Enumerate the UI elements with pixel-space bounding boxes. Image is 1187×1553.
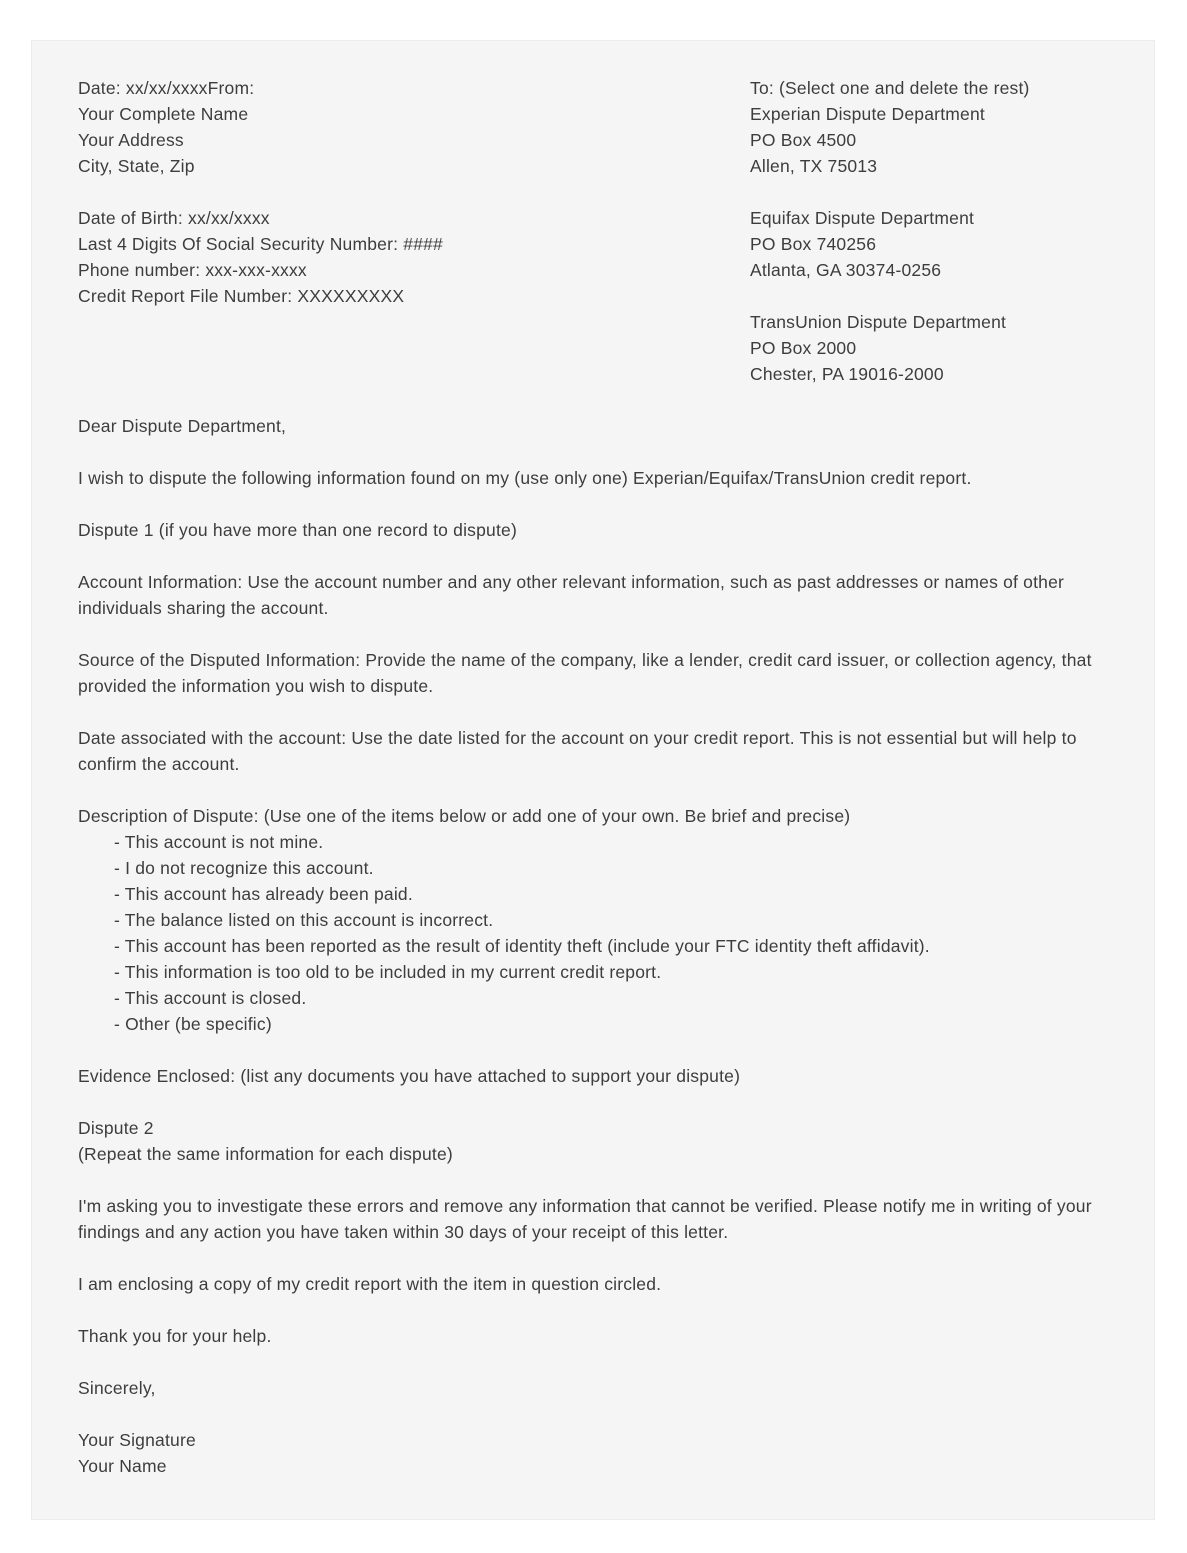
evidence-enclosed-paragraph: Evidence Enclosed: (list any documents you have attached to support your dispute) (78, 1066, 741, 1086)
intro-paragraph: I wish to dispute the following information found on my (use only one) Experian/Equifax/TransUnion credit report. (78, 468, 972, 488)
transunion-pobox-line: PO Box 2000 (750, 338, 857, 358)
sender-ssn-line: Last 4 Digits Of Social Security Number: #### (78, 234, 443, 254)
sender-dob-line: Date of Birth: xx/xx/xxxx (78, 208, 270, 228)
sender-date-line: Date: xx/xx/xxxxFrom: (78, 78, 255, 98)
equifax-pobox-line: PO Box 740256 (750, 234, 877, 254)
description-of-dispute-section (78, 803, 1108, 1037)
description-heading: Description of Dispute: (Use one of the items below or add one of your own. Be brief and precise) (78, 806, 851, 826)
transunion-name-line: TransUnion Dispute Department (750, 312, 1007, 332)
experian-name-line: Experian Dispute Department (750, 104, 985, 124)
dispute-reason-item: - This information is too old to be included in my current credit report. (114, 962, 662, 982)
equifax-city-line: Atlanta, GA 30374-0256 (750, 260, 942, 280)
closing-paragraph: Sincerely, (78, 1378, 156, 1398)
recipient-equifax-group (750, 205, 1108, 283)
dispute-reason-item: - Other (be specific) (114, 1014, 272, 1034)
dispute-reason-list (78, 829, 1108, 1037)
experian-pobox-line: PO Box 4500 (750, 130, 857, 150)
thanks-paragraph: Thank you for your help. (78, 1326, 272, 1346)
investigation-request-paragraph: I'm asking you to investigate these errors and remove any information that cannot be verified. Please notify me in writing of your findings and any action you have taken within 30 days of your receipt of this letter. (78, 1196, 1092, 1242)
dispute-reason-item: - This account has been reported as the result of identity theft (include your FTC identity theft affidavit). (114, 936, 930, 956)
enclosure-note-paragraph: I am enclosing a copy of my credit report with the item in question circled. (78, 1274, 662, 1294)
source-of-disputed-information-paragraph: Source of the Disputed Information: Provide the name of the company, like a lender, credit card issuer, or collection agency, that provided the information you wish to dispute. (78, 650, 1092, 696)
dispute-reason-item: - This account is closed. (114, 988, 307, 1008)
signature-block (78, 1427, 1108, 1479)
dispute-reason-item: - This account is not mine. (114, 832, 324, 852)
dispute-reason-item: - The balance listed on this account is incorrect. (114, 910, 494, 930)
sender-name-line: Your Complete Name (78, 104, 249, 124)
sender-identity-group (78, 205, 750, 309)
transunion-city-line: Chester, PA 19016-2000 (750, 364, 944, 384)
experian-city-line: Allen, TX 75013 (750, 156, 878, 176)
name-placeholder: Your Name (78, 1456, 167, 1476)
account-information-paragraph: Account Information: Use the account number and any other relevant information, such as past addresses or names of other individuals sharing the account. (78, 572, 1065, 618)
dispute2-note: (Repeat the same information for each dispute) (78, 1144, 453, 1164)
sender-block (78, 75, 750, 309)
letter-page (31, 40, 1155, 1520)
recipient-transunion-group (750, 309, 1108, 387)
dispute2-heading: Dispute 2 (78, 1118, 154, 1138)
date-associated-paragraph: Date associated with the account: Use the date listed for the account on your credit report. This is not essential but will help to confirm the account. (78, 728, 1077, 774)
dispute1-heading: Dispute 1 (if you have more than one record to dispute) (78, 520, 518, 540)
recipients-block (750, 75, 1108, 387)
recipients-intro-line: To: (Select one and delete the rest) (750, 78, 1030, 98)
sender-address-line: Your Address (78, 130, 184, 150)
sender-from-group (78, 75, 750, 179)
recipient-experian-group (750, 75, 1108, 179)
dispute-reason-item: - I do not recognize this account. (114, 858, 374, 878)
sender-city-line: City, State, Zip (78, 156, 195, 176)
equifax-name-line: Equifax Dispute Department (750, 208, 975, 228)
letter-header (78, 75, 1108, 387)
signature-placeholder: Your Signature (78, 1430, 196, 1450)
dispute2-section (78, 1115, 1108, 1167)
sender-phone-line: Phone number: xxx-xxx-xxxx (78, 260, 307, 280)
dispute-reason-item: - This account has already been paid. (114, 884, 413, 904)
sender-credit-file-line: Credit Report File Number: XXXXXXXXX (78, 286, 405, 306)
salutation: Dear Dispute Department, (78, 416, 287, 436)
